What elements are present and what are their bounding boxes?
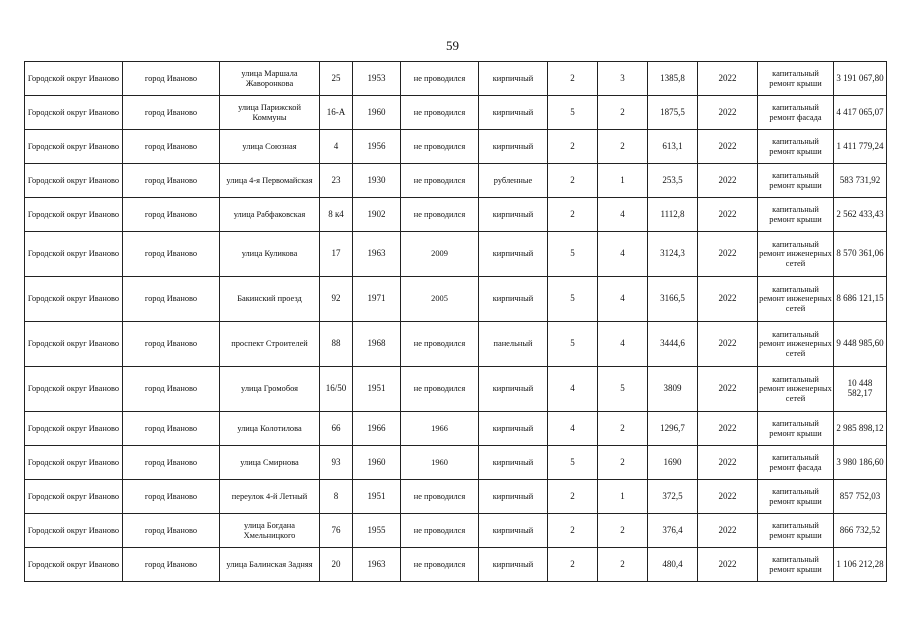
cell-last-repair-year: не проводился: [401, 322, 479, 367]
cell-area: 3444,6: [648, 322, 698, 367]
cell-house-number: 8 к4: [320, 198, 353, 232]
cell-work-type: капитальный ремонт крыши: [758, 548, 834, 582]
cell-floors: 2: [548, 480, 598, 514]
cell-last-repair-year: 1960: [401, 446, 479, 480]
cell-cost: 1 411 779,24: [834, 130, 887, 164]
cell-settlement: город Иваново: [123, 62, 220, 96]
cell-entrances: 2: [598, 514, 648, 548]
cell-area: 3166,5: [648, 277, 698, 322]
cell-municipality: Городской округ Иваново: [25, 62, 123, 96]
cell-settlement: город Иваново: [123, 277, 220, 322]
table-row: [25, 96, 887, 130]
cell-wall-material: кирпичный: [479, 96, 548, 130]
cell-cost: 8 686 121,15: [834, 277, 887, 322]
table-row: [25, 480, 887, 514]
cell-street: улица Колотилова: [220, 412, 320, 446]
cell-street: переулок 4-й Летный: [220, 480, 320, 514]
cell-settlement: город Иваново: [123, 96, 220, 130]
cell-entrances: 1: [598, 480, 648, 514]
cell-street: улица Громобоя: [220, 367, 320, 412]
cell-municipality: Городской округ Иваново: [25, 277, 123, 322]
cell-last-repair-year: не проводился: [401, 367, 479, 412]
cell-cost: 8 570 361,06: [834, 232, 887, 277]
cell-settlement: город Иваново: [123, 446, 220, 480]
cell-built-year: 1966: [353, 412, 401, 446]
table-row: [25, 62, 887, 96]
cell-house-number: 25: [320, 62, 353, 96]
cell-last-repair-year: не проводился: [401, 480, 479, 514]
cell-built-year: 1902: [353, 198, 401, 232]
cell-street: улица Рабфаковская: [220, 198, 320, 232]
table-row: [25, 514, 887, 548]
cell-work-type: капитальный ремонт крыши: [758, 480, 834, 514]
cell-work-type: капитальный ремонт крыши: [758, 198, 834, 232]
cell-house-number: 76: [320, 514, 353, 548]
cell-cost: 2 562 433,43: [834, 198, 887, 232]
cell-wall-material: кирпичный: [479, 412, 548, 446]
cell-municipality: Городской округ Иваново: [25, 96, 123, 130]
cell-entrances: 2: [598, 412, 648, 446]
table-row: [25, 412, 887, 446]
cell-last-repair-year: 2005: [401, 277, 479, 322]
cell-municipality: Городской округ Иваново: [25, 412, 123, 446]
table-row: [25, 322, 887, 367]
table-row: [25, 198, 887, 232]
cell-house-number: 93: [320, 446, 353, 480]
cell-house-number: 17: [320, 232, 353, 277]
cell-house-number: 16-А: [320, 96, 353, 130]
cell-entrances: 2: [598, 96, 648, 130]
cell-area: 613,1: [648, 130, 698, 164]
cell-area: 1112,8: [648, 198, 698, 232]
cell-municipality: Городской округ Иваново: [25, 130, 123, 164]
cell-cost: 583 731,92: [834, 164, 887, 198]
cell-floors: 4: [548, 367, 598, 412]
cell-area: 3809: [648, 367, 698, 412]
cell-entrances: 3: [598, 62, 648, 96]
cell-last-repair-year: не проводился: [401, 164, 479, 198]
cell-built-year: 1951: [353, 367, 401, 412]
cell-built-year: 1956: [353, 130, 401, 164]
cell-house-number: 88: [320, 322, 353, 367]
cell-settlement: город Иваново: [123, 198, 220, 232]
cell-work-type: капитальный ремонт инженерных сетей: [758, 232, 834, 277]
cell-entrances: 5: [598, 367, 648, 412]
cell-repair-year: 2022: [698, 277, 758, 322]
cell-built-year: 1960: [353, 96, 401, 130]
cell-municipality: Городской округ Иваново: [25, 446, 123, 480]
cell-repair-year: 2022: [698, 322, 758, 367]
cell-last-repair-year: не проводился: [401, 130, 479, 164]
cell-area: 1690: [648, 446, 698, 480]
cell-built-year: 1951: [353, 480, 401, 514]
cell-settlement: город Иваново: [123, 232, 220, 277]
cell-municipality: Городской округ Иваново: [25, 514, 123, 548]
cell-wall-material: кирпичный: [479, 514, 548, 548]
cell-floors: 2: [548, 130, 598, 164]
cell-street: улица Союзная: [220, 130, 320, 164]
cell-house-number: 66: [320, 412, 353, 446]
cell-repair-year: 2022: [698, 232, 758, 277]
cell-built-year: 1963: [353, 232, 401, 277]
cell-last-repair-year: 1966: [401, 412, 479, 446]
cell-area: 3124,3: [648, 232, 698, 277]
cell-work-type: капитальный ремонт крыши: [758, 62, 834, 96]
cell-last-repair-year: не проводился: [401, 198, 479, 232]
cell-area: 253,5: [648, 164, 698, 198]
cell-work-type: капитальный ремонт фасада: [758, 96, 834, 130]
cell-built-year: 1953: [353, 62, 401, 96]
cell-entrances: 1: [598, 164, 648, 198]
cell-wall-material: кирпичный: [479, 480, 548, 514]
cell-street: улица Богдана Хмельницкого: [220, 514, 320, 548]
page-number: 59: [446, 38, 459, 53]
cell-floors: 2: [548, 164, 598, 198]
cell-floors: 2: [548, 514, 598, 548]
cell-cost: 3 191 067,80: [834, 62, 887, 96]
cell-street: Бакинский проезд: [220, 277, 320, 322]
cell-built-year: 1960: [353, 446, 401, 480]
cell-municipality: Городской округ Иваново: [25, 232, 123, 277]
cell-settlement: город Иваново: [123, 514, 220, 548]
cell-work-type: капитальный ремонт крыши: [758, 164, 834, 198]
cell-work-type: капитальный ремонт крыши: [758, 412, 834, 446]
cell-municipality: Городской округ Иваново: [25, 164, 123, 198]
cell-street: улица Парижской Коммуны: [220, 96, 320, 130]
cell-municipality: Городской округ Иваново: [25, 480, 123, 514]
cell-area: 376,4: [648, 514, 698, 548]
cell-settlement: город Иваново: [123, 322, 220, 367]
cell-municipality: Городской округ Иваново: [25, 548, 123, 582]
cell-repair-year: 2022: [698, 164, 758, 198]
cell-floors: 5: [548, 277, 598, 322]
cell-repair-year: 2022: [698, 367, 758, 412]
cell-street: проспект Строителей: [220, 322, 320, 367]
cell-wall-material: рубленные: [479, 164, 548, 198]
cell-last-repair-year: не проводился: [401, 514, 479, 548]
cell-street: улица Смирнова: [220, 446, 320, 480]
cell-wall-material: кирпичный: [479, 198, 548, 232]
cell-house-number: 8: [320, 480, 353, 514]
table-row: [25, 232, 887, 277]
cell-settlement: город Иваново: [123, 480, 220, 514]
cell-area: 372,5: [648, 480, 698, 514]
cell-last-repair-year: не проводился: [401, 548, 479, 582]
cell-repair-year: 2022: [698, 198, 758, 232]
cell-cost: 10 448 582,17: [834, 367, 887, 412]
cell-floors: 5: [548, 322, 598, 367]
cell-settlement: город Иваново: [123, 548, 220, 582]
cell-house-number: 23: [320, 164, 353, 198]
cell-area: 1385,8: [648, 62, 698, 96]
cell-cost: 9 448 985,60: [834, 322, 887, 367]
cell-area: 480,4: [648, 548, 698, 582]
cell-street: улица Куликова: [220, 232, 320, 277]
cell-repair-year: 2022: [698, 548, 758, 582]
cell-entrances: 2: [598, 130, 648, 164]
cell-floors: 5: [548, 232, 598, 277]
cell-floors: 4: [548, 412, 598, 446]
cell-wall-material: кирпичный: [479, 232, 548, 277]
cell-cost: 3 980 186,60: [834, 446, 887, 480]
cell-area: 1296,7: [648, 412, 698, 446]
cell-municipality: Городской округ Иваново: [25, 367, 123, 412]
cell-repair-year: 2022: [698, 62, 758, 96]
cell-repair-year: 2022: [698, 446, 758, 480]
cell-work-type: капитальный ремонт крыши: [758, 514, 834, 548]
cell-floors: 2: [548, 548, 598, 582]
cell-entrances: 4: [598, 322, 648, 367]
cell-built-year: 1963: [353, 548, 401, 582]
cell-entrances: 2: [598, 446, 648, 480]
cell-settlement: город Иваново: [123, 130, 220, 164]
cell-settlement: город Иваново: [123, 164, 220, 198]
cell-house-number: 20: [320, 548, 353, 582]
table-row: [25, 277, 887, 322]
cell-entrances: 2: [598, 548, 648, 582]
cell-cost: 857 752,03: [834, 480, 887, 514]
cell-work-type: капитальный ремонт инженерных сетей: [758, 322, 834, 367]
cell-built-year: 1968: [353, 322, 401, 367]
table-row: [25, 548, 887, 582]
cell-wall-material: кирпичный: [479, 367, 548, 412]
cell-last-repair-year: не проводился: [401, 62, 479, 96]
cell-built-year: 1955: [353, 514, 401, 548]
cell-house-number: 4: [320, 130, 353, 164]
cell-floors: 5: [548, 446, 598, 480]
cell-entrances: 4: [598, 232, 648, 277]
cell-floors: 2: [548, 62, 598, 96]
cell-cost: 4 417 065,07: [834, 96, 887, 130]
table-row: [25, 164, 887, 198]
cell-work-type: капитальный ремонт крыши: [758, 130, 834, 164]
cell-street: улица 4-я Первомайская: [220, 164, 320, 198]
housing-repair-table: [24, 61, 887, 582]
cell-municipality: Городской округ Иваново: [25, 322, 123, 367]
cell-repair-year: 2022: [698, 96, 758, 130]
cell-cost: 1 106 212,28: [834, 548, 887, 582]
cell-house-number: 92: [320, 277, 353, 322]
table-row: [25, 367, 887, 412]
cell-repair-year: 2022: [698, 130, 758, 164]
cell-area: 1875,5: [648, 96, 698, 130]
cell-work-type: капитальный ремонт инженерных сетей: [758, 277, 834, 322]
cell-built-year: 1971: [353, 277, 401, 322]
cell-repair-year: 2022: [698, 412, 758, 446]
cell-entrances: 4: [598, 198, 648, 232]
cell-repair-year: 2022: [698, 480, 758, 514]
cell-wall-material: кирпичный: [479, 130, 548, 164]
cell-work-type: капитальный ремонт инженерных сетей: [758, 367, 834, 412]
cell-settlement: город Иваново: [123, 412, 220, 446]
cell-wall-material: кирпичный: [479, 277, 548, 322]
cell-house-number: 16/50: [320, 367, 353, 412]
table-row: [25, 446, 887, 480]
cell-wall-material: панельный: [479, 322, 548, 367]
cell-settlement: город Иваново: [123, 367, 220, 412]
cell-street: улица Балинская Задняя: [220, 548, 320, 582]
cell-cost: 866 732,52: [834, 514, 887, 548]
cell-cost: 2 985 898,12: [834, 412, 887, 446]
table-row: [25, 130, 887, 164]
cell-floors: 2: [548, 198, 598, 232]
cell-municipality: Городской округ Иваново: [25, 198, 123, 232]
cell-built-year: 1930: [353, 164, 401, 198]
cell-wall-material: кирпичный: [479, 548, 548, 582]
cell-work-type: капитальный ремонт фасада: [758, 446, 834, 480]
cell-last-repair-year: 2009: [401, 232, 479, 277]
cell-repair-year: 2022: [698, 514, 758, 548]
cell-entrances: 4: [598, 277, 648, 322]
cell-street: улица Маршала Жаворонкова: [220, 62, 320, 96]
cell-wall-material: кирпичный: [479, 62, 548, 96]
cell-floors: 5: [548, 96, 598, 130]
cell-last-repair-year: не проводился: [401, 96, 479, 130]
cell-wall-material: кирпичный: [479, 446, 548, 480]
